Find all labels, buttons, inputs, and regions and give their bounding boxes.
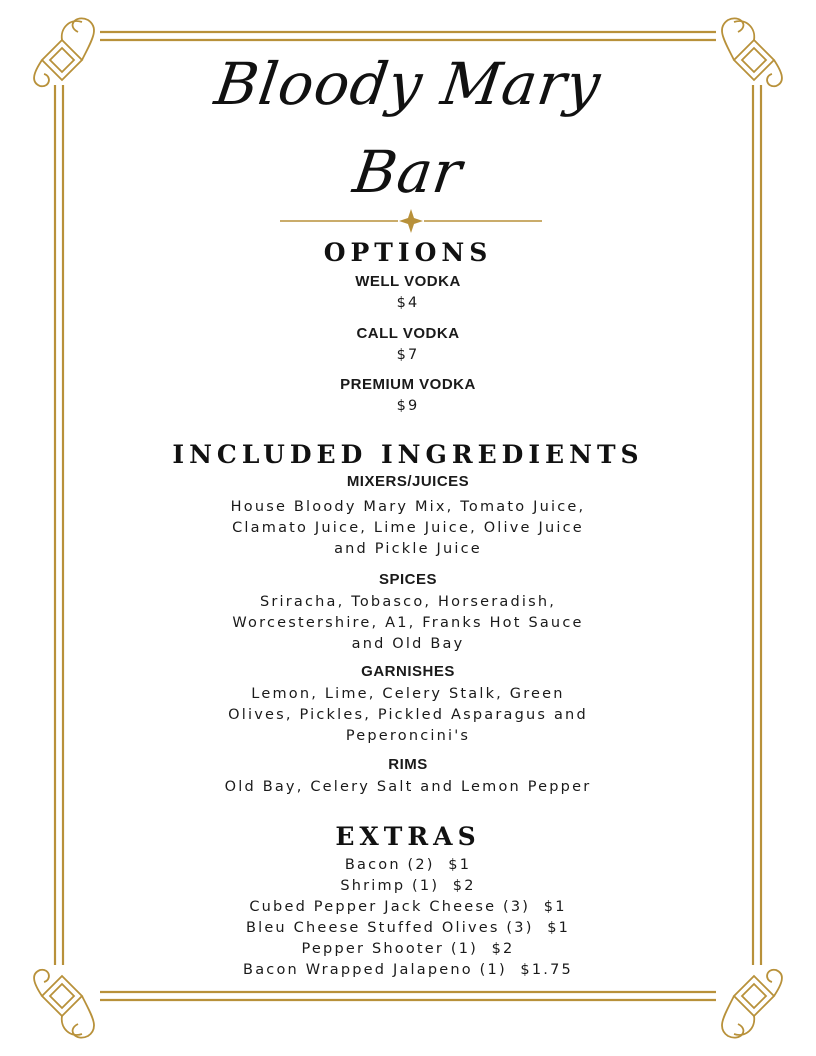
ingredient-group-name: SPICES [378,571,438,588]
ingredient-group-name: MIXERS/JUICES [346,473,470,490]
ingredient-group-text [0,777,816,798]
ingredient-line: Old Bay, Celery Salt and Lemon Pepper [224,779,592,795]
option-price: $7 [396,347,420,363]
ingredient-line: Sriracha, Tobasco, Horseradish, [259,594,557,610]
extra-item: Shrimp (1) $2 [340,878,476,894]
option-price: $4 [396,295,420,311]
extra-item: Bacon Wrapped Jalapeno (1) $1.75 [243,962,573,978]
option-price: $9 [396,398,420,414]
extra-item: Pepper Shooter (1) $2 [301,941,515,957]
ingredient-group-text [0,684,816,747]
ingredient-line: and Old Bay [351,636,465,652]
ingredient-line: Lemon, Lime, Celery Stalk, Green [251,686,565,702]
title-divider-star-icon [280,208,542,234]
option-name: WELL VODKA [355,273,461,290]
extra-item: Bleu Cheese Stuffed Olives (3) $1 [245,920,571,936]
ingredient-line: House Bloody Mary Mix, Tomato Juice, [230,499,586,515]
options-heading: OPTIONS [323,238,493,267]
ingredient-line: Peperoncini's [345,728,471,744]
extra-item: Cubed Pepper Jack Cheese (3) $1 [249,899,567,915]
ingredient-line: Olives, Pickles, Pickled Asparagus and [228,707,588,723]
ingredient-line: Worcestershire, A1, Franks Hot Sauce [232,615,584,631]
ingredients-heading: INCLUDED INGREDIENTS [172,440,644,469]
ingredient-group-text [0,592,816,655]
menu-title-line-2: Bar [349,138,467,206]
ingredient-line: and Pickle Juice [334,541,482,557]
option-name: PREMIUM VODKA [340,376,476,393]
ingredient-group-text [0,497,816,560]
ingredient-group-name: RIMS [388,756,428,773]
extras-heading: EXTRAS [335,822,481,851]
extra-item: Bacon (2) $1 [344,857,472,873]
ingredient-group-name: GARNISHES [361,663,455,680]
ingredient-line: Clamato Juice, Lime Juice, Olive Juice [232,520,584,536]
extras-list [0,855,816,981]
option-name: CALL VODKA [356,325,460,342]
menu-title-line-1: Bloody Mary [210,50,606,118]
